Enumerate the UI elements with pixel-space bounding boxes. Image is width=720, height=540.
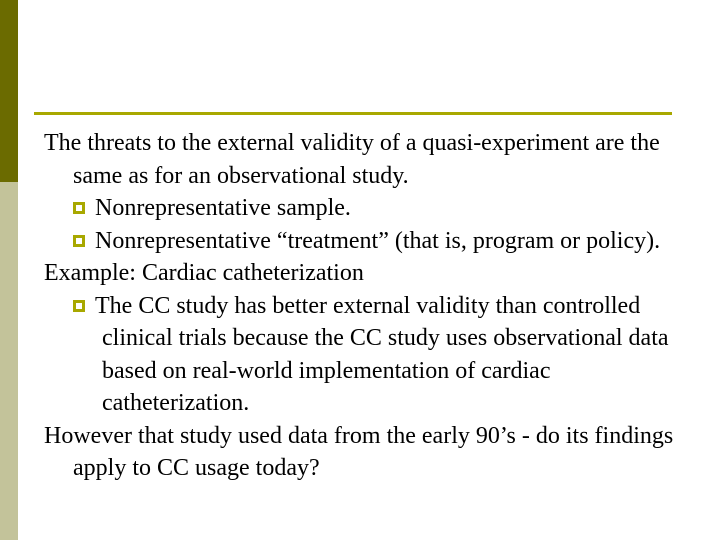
bullet-text: The CC study has better external validity than controlled clinical trials because the CC study uses observational data based on real-world implementation of cardiac catheterization. bbox=[95, 292, 669, 416]
body-paragraph bbox=[44, 127, 694, 192]
paragraph-text: Example: Cardiac catheterization bbox=[44, 260, 364, 286]
square-bullet-icon bbox=[73, 202, 85, 214]
paragraph-text: However that study used data from the early 90’s - do its findings apply to CC usage today? bbox=[44, 422, 674, 481]
bullet-text: Nonrepresentative “treatment” (that is, program or policy). bbox=[95, 227, 661, 254]
bullet-text: Nonrepresentative sample. bbox=[95, 195, 351, 221]
paragraph-text: The threats to the external validity of a quasi-experiment are the same as for an observational study. bbox=[44, 130, 660, 189]
bullet-item bbox=[44, 225, 694, 258]
bullet-item bbox=[44, 192, 694, 225]
body-paragraph bbox=[44, 420, 694, 485]
square-bullet-icon bbox=[73, 235, 85, 247]
title-divider-line bbox=[34, 112, 672, 115]
body-paragraph bbox=[44, 257, 694, 290]
left-accent-bar-light bbox=[0, 182, 18, 540]
left-accent-bar-dark bbox=[0, 0, 18, 182]
square-bullet-icon bbox=[73, 300, 85, 312]
left-accent-bar bbox=[0, 0, 18, 540]
slide-body bbox=[44, 127, 694, 485]
bullet-item bbox=[44, 290, 694, 420]
